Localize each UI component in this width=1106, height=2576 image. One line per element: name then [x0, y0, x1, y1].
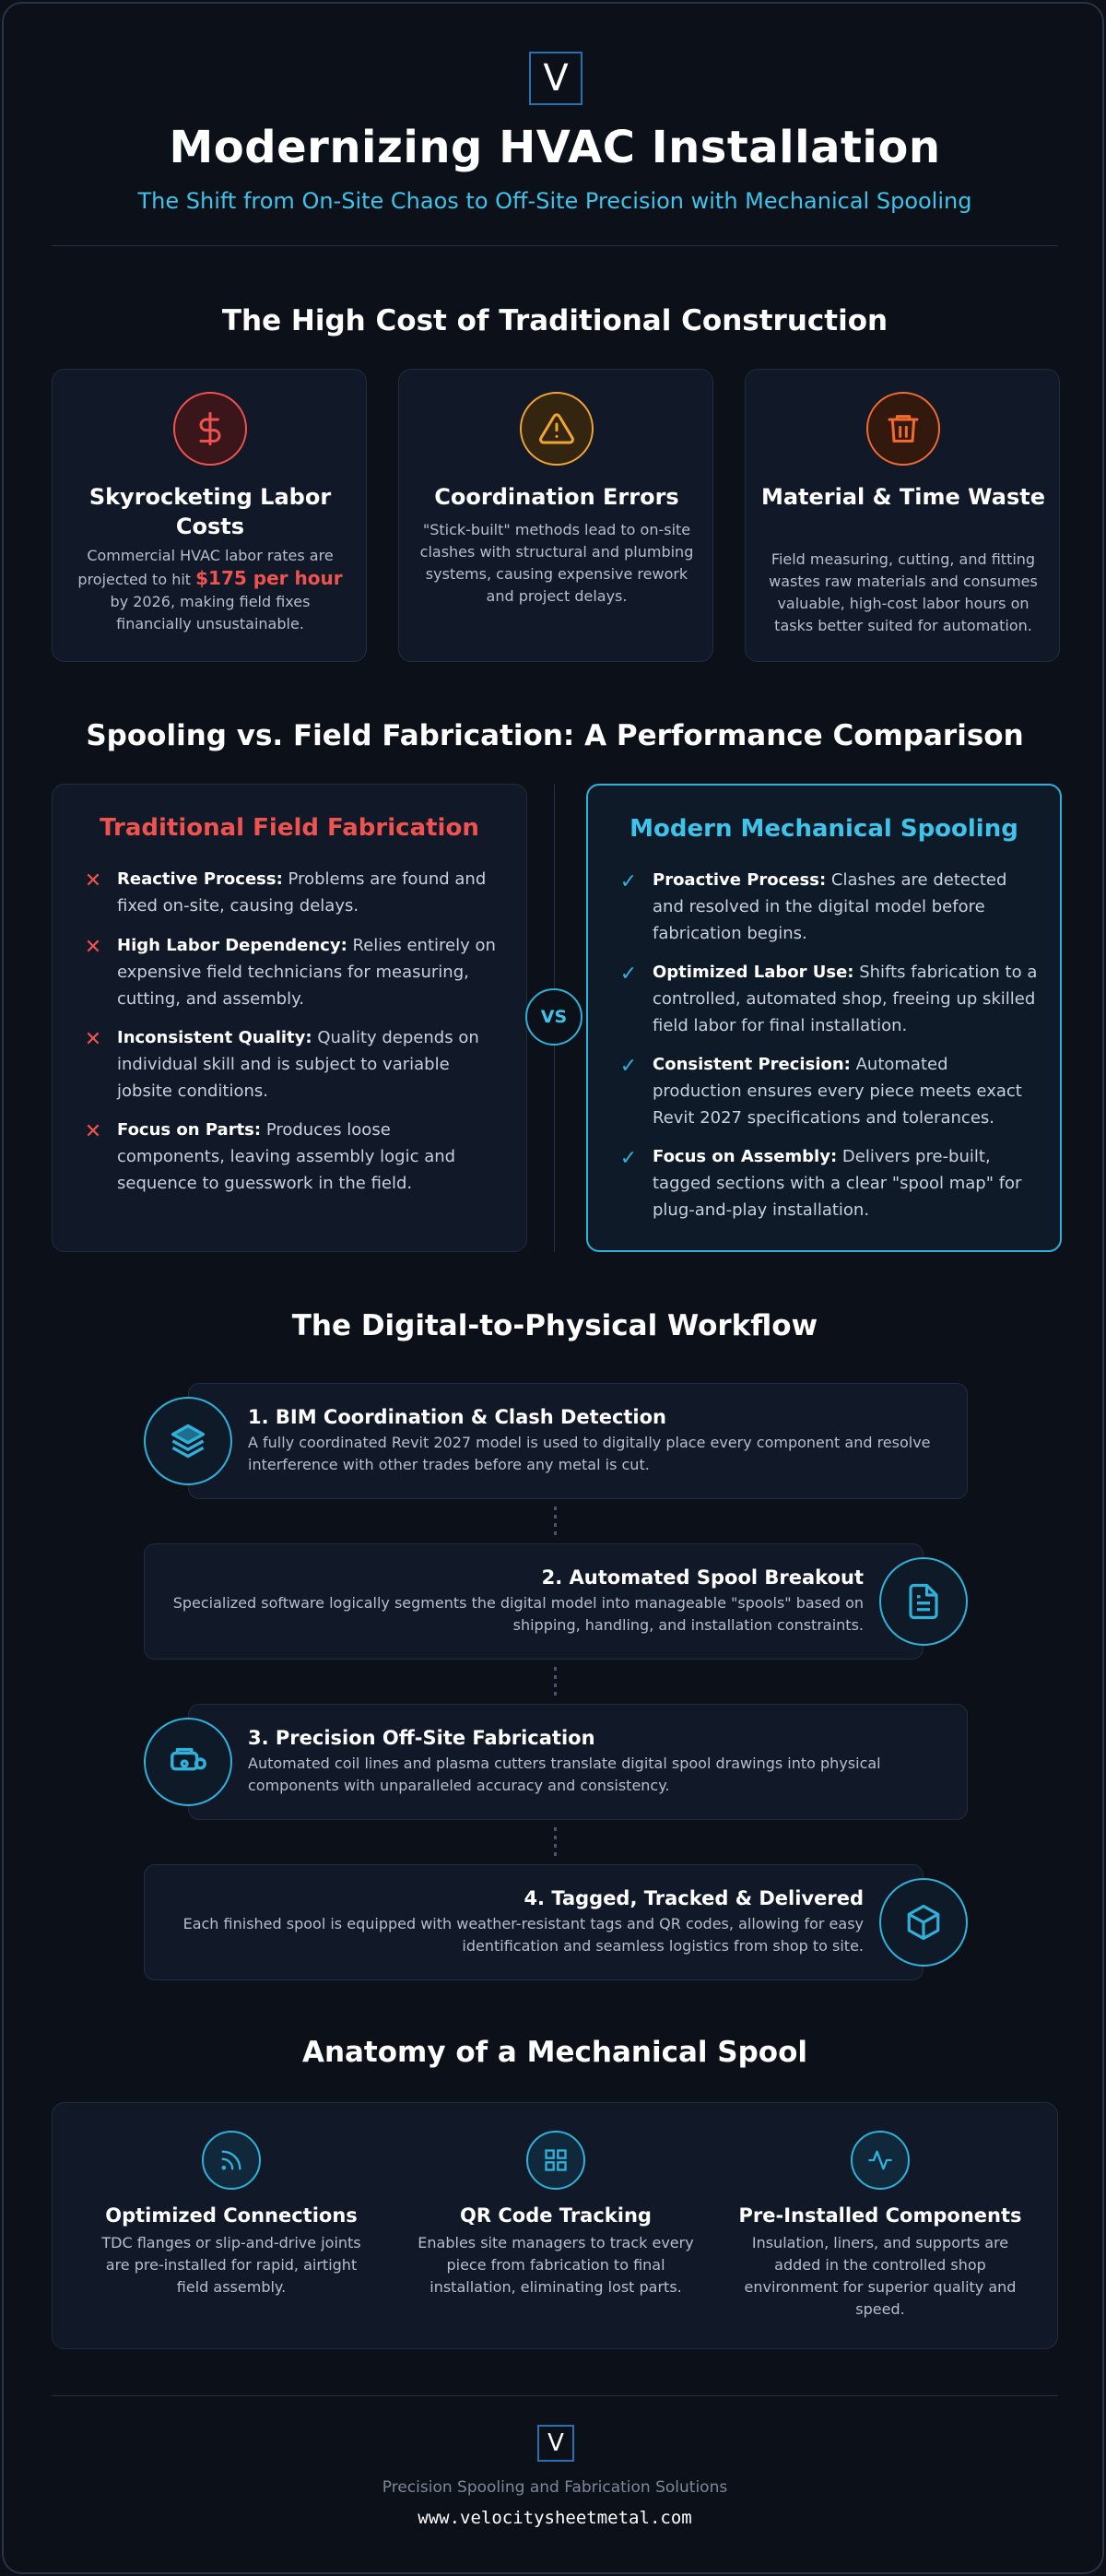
step-connector: [554, 1507, 557, 1538]
step-title: 1. BIM Coordination & Clash Detection: [248, 1406, 667, 1428]
logo-letter: V: [543, 57, 569, 100]
workflow-section-title: The Digital-to-Physical Workflow: [291, 1309, 818, 1342]
cost-card-waste: [745, 369, 1060, 662]
check-icon: ✓: [619, 1147, 638, 1170]
warning-icon: [520, 392, 594, 466]
modern-item: [653, 1051, 1038, 1131]
item-label: Inconsistent Quality:: [117, 1028, 312, 1047]
step-title: 4. Tagged, Tracked & Delivered: [524, 1887, 864, 1909]
cost-card-text: Field measuring, cutting, and fitting wastes raw materials and consumes valuable, high-cost labor hours on tasks better suited for automation.: [769, 550, 1038, 634]
traditional-item: [117, 932, 502, 1012]
divider: [52, 245, 1058, 246]
workflow-step-2: [144, 1543, 924, 1660]
step-desc: Each finished spool is equipped with weather-resistant tags and QR codes, allowing for easy identification and seamless logistics from shop to site.: [182, 1915, 864, 1955]
box-icon: [879, 1878, 968, 1967]
item-text: Problems are found and fixed on-site, causing delays.: [117, 869, 487, 916]
item-text: Clashes are detected and resolved in the digital model before fabrication begins.: [653, 870, 1007, 943]
item-label: Optimized Labor Use:: [653, 963, 854, 982]
step-connector: [554, 1667, 557, 1698]
dollar-icon: [173, 392, 247, 466]
anatomy-text: Enables site managers to track every piece from fabrication to final installation, eliminating lost parts.: [418, 2234, 694, 2296]
modern-item: [653, 959, 1038, 1039]
x-icon: ✕: [84, 869, 102, 892]
item-label: Consistent Precision:: [653, 1055, 851, 1074]
brand-logo: [529, 52, 582, 105]
item-label: High Labor Dependency:: [117, 936, 347, 955]
item-label: Focus on Assembly:: [653, 1147, 838, 1166]
step-desc: Automated coil lines and plasma cutters translate digital spool drawings into physical components with unparalleled accuracy and consistency.: [248, 1755, 881, 1794]
modern-heading: Modern Mechanical Spooling: [629, 815, 1018, 843]
step-desc: A fully coordinated Revit 2027 model is used to digitally place every component and resolve interference with other trades before any metal is cut.: [248, 1434, 931, 1473]
cost-text-before: Commercial HVAC labor rates are projected to hit: [77, 547, 334, 588]
cost-card-labor: [52, 369, 367, 662]
vs-badge: VS: [525, 988, 582, 1046]
item-text: Quality depends on individual skill and is subject to variable jobsite conditions.: [117, 1028, 479, 1101]
step-title: 3. Precision Off-Site Fabrication: [248, 1727, 595, 1749]
modern-item: [653, 1143, 1038, 1223]
cost-card-text: "Stick-built" methods lead to on-site clashes with structural and plumbing systems, causing expensive rework and project delays.: [419, 521, 694, 605]
item-label: Reactive Process:: [117, 869, 283, 889]
page-title: Modernizing HVAC Installation: [169, 122, 941, 173]
cost-card-title: Coordination Errors: [434, 484, 679, 510]
traditional-card: [52, 784, 527, 1252]
cost-card-text: [73, 545, 347, 635]
traditional-item: [117, 1117, 502, 1197]
traditional-item: [117, 866, 502, 919]
x-icon: ✕: [84, 936, 102, 959]
footer-logo-letter: V: [547, 2429, 564, 2457]
traditional-item: [117, 1024, 502, 1105]
anatomy-section-title: Anatomy of a Mechanical Spool: [301, 2036, 808, 2069]
comparison-section-title: Spooling vs. Field Fabrication: A Performance Comparison: [86, 719, 1024, 752]
check-icon: ✓: [619, 1055, 638, 1078]
item-text: Automated production ensures every piece meets exact Revit 2027 specifications and tolerances.: [653, 1055, 1022, 1128]
cost-text-after: by 2026, making field fixes financially unsustainable.: [110, 593, 311, 632]
footer-logo: [537, 2425, 574, 2462]
cost-card-title: Material & Time Waste: [760, 484, 1046, 510]
page-subtitle: The Shift from On-Site Chaos to Off-Site Precision with Mechanical Spooling: [137, 188, 972, 214]
step-connector: [554, 1827, 557, 1859]
modern-item: [653, 867, 1038, 947]
footer-url-link[interactable]: www.velocitysheetmetal.com: [418, 2508, 692, 2528]
qr-grid-icon: [526, 2131, 585, 2190]
check-icon: ✓: [619, 870, 638, 893]
labor-rate-highlight: $175 per hour: [195, 567, 343, 589]
step-title: 2. Automated Spool Breakout: [541, 1566, 864, 1589]
anatomy-text: Insulation, liners, and supports are added in the controlled shop environment for superior quality and speed.: [744, 2234, 1017, 2318]
traditional-heading: Traditional Field Fabrication: [100, 814, 479, 842]
anatomy-title: Pre-Installed Components: [738, 2204, 1022, 2227]
modern-card: [586, 784, 1062, 1252]
infographic-frame: [2, 2, 1104, 2574]
trash-icon: [866, 392, 940, 466]
document-icon: [879, 1557, 968, 1646]
item-label: Proactive Process:: [653, 870, 827, 890]
item-text: Produces loose components, leaving assembly logic and sequence to guesswork in the field.: [117, 1120, 456, 1193]
cost-card-title: Skyrocketing Labor Costs: [88, 484, 332, 539]
layers-icon: [144, 1397, 232, 1485]
divider: [52, 2395, 1058, 2396]
anatomy-title: Optimized Connections: [105, 2204, 358, 2227]
item-text: Delivers pre-built, tagged sections with a clear "spool map" for plug-and-play installation.: [653, 1147, 1022, 1220]
printer-icon: [144, 1718, 232, 1806]
item-text: Relies entirely on expensive field technicians for measuring, cutting, and assembly.: [117, 936, 496, 1009]
anatomy-text: TDC flanges or slip-and-drive joints are pre-installed for rapid, airtight field assembly.: [101, 2234, 361, 2296]
anatomy-title: QR Code Tracking: [460, 2204, 652, 2227]
step-desc: Specialized software logically segments the digital model into manageable "spools" based on shipping, handling, and installation constraints.: [172, 1594, 864, 1634]
x-icon: ✕: [84, 1120, 102, 1143]
check-icon: ✓: [619, 963, 638, 986]
item-text: Shifts fabrication to a controlled, automated shop, freeing up skilled field labor for final installation.: [653, 963, 1038, 1035]
x-icon: ✕: [84, 1028, 102, 1051]
anatomy-card: [52, 2102, 1058, 2349]
item-label: Focus on Parts:: [117, 1120, 262, 1140]
pulse-icon: [851, 2131, 910, 2190]
workflow-step-3: [188, 1704, 968, 1820]
connection-icon: [202, 2131, 261, 2190]
cost-card-coordination: [398, 369, 713, 662]
workflow-step-4: [144, 1864, 924, 1980]
footer-tagline: Precision Spooling and Fabrication Solutions: [382, 2478, 728, 2497]
costs-section-title: The High Cost of Traditional Construction: [221, 304, 888, 337]
workflow-step-1: [188, 1383, 968, 1499]
